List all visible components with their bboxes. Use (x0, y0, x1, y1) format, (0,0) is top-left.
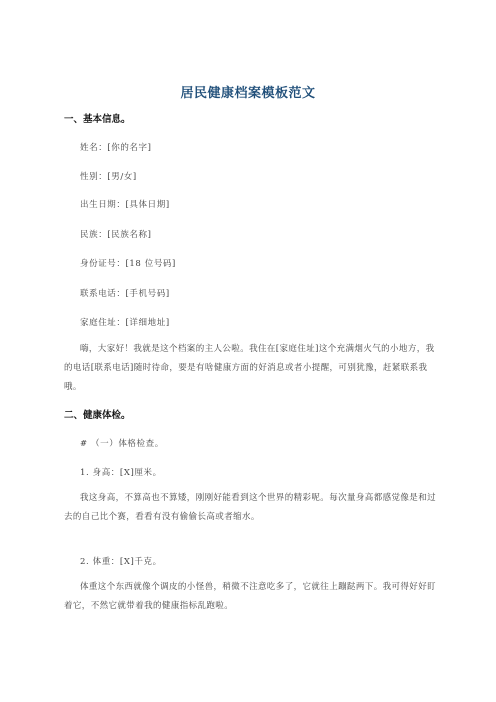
section-heading-health-exam: 二、健康体检。 (64, 410, 131, 421)
subheading-physical-exam: # （一）体格检查。 (80, 439, 164, 449)
field-gender: 性别：[男/女] (80, 172, 137, 182)
field-ethnicity: 民族：[民族名称] (80, 230, 152, 240)
field-address: 家庭住址：[详细地址] (80, 318, 170, 328)
intro-paragraph: 嗨，大家好！我就是这个档案的主人公啦。我住在[家庭住址]这个充满烟火气的小地方，我的电话[联系电话]随时待命，要是有啥健康方面的好消息或者小提醒，可别犹豫，赶紧联系我哦。 (64, 344, 435, 392)
field-birth-date: 出生日期：[具体日期] (80, 200, 170, 210)
field-name: 姓名：[你的名字] (80, 143, 152, 153)
weight-paragraph: 体重这个东西就像个调皮的小怪兽，稍微不注意吃多了，它就往上蹦跶两下。我可得好好盯着它，不然它就带着我的健康指标乱跑啦。 (64, 582, 437, 611)
field-id-number: 身份证号：[18 位号码] (80, 259, 176, 269)
section-heading-basic-info: 一、基本信息。 (64, 114, 131, 125)
field-phone: 联系电话：[手机号码] (80, 289, 170, 299)
weight-label: 2. 体重：[X]千克。 (80, 557, 162, 567)
height-label: 1. 身高：[X]厘米。 (80, 468, 162, 478)
height-paragraph: 我这身高，不算高也不算矮，刚刚好能看到这个世界的精彩呢。每次量身高都感觉像是和过去的自己比个赛，看看有没有偷偷长高或者缩水。 (64, 493, 437, 522)
document-title: 居民健康档案模板范文 (180, 86, 316, 101)
